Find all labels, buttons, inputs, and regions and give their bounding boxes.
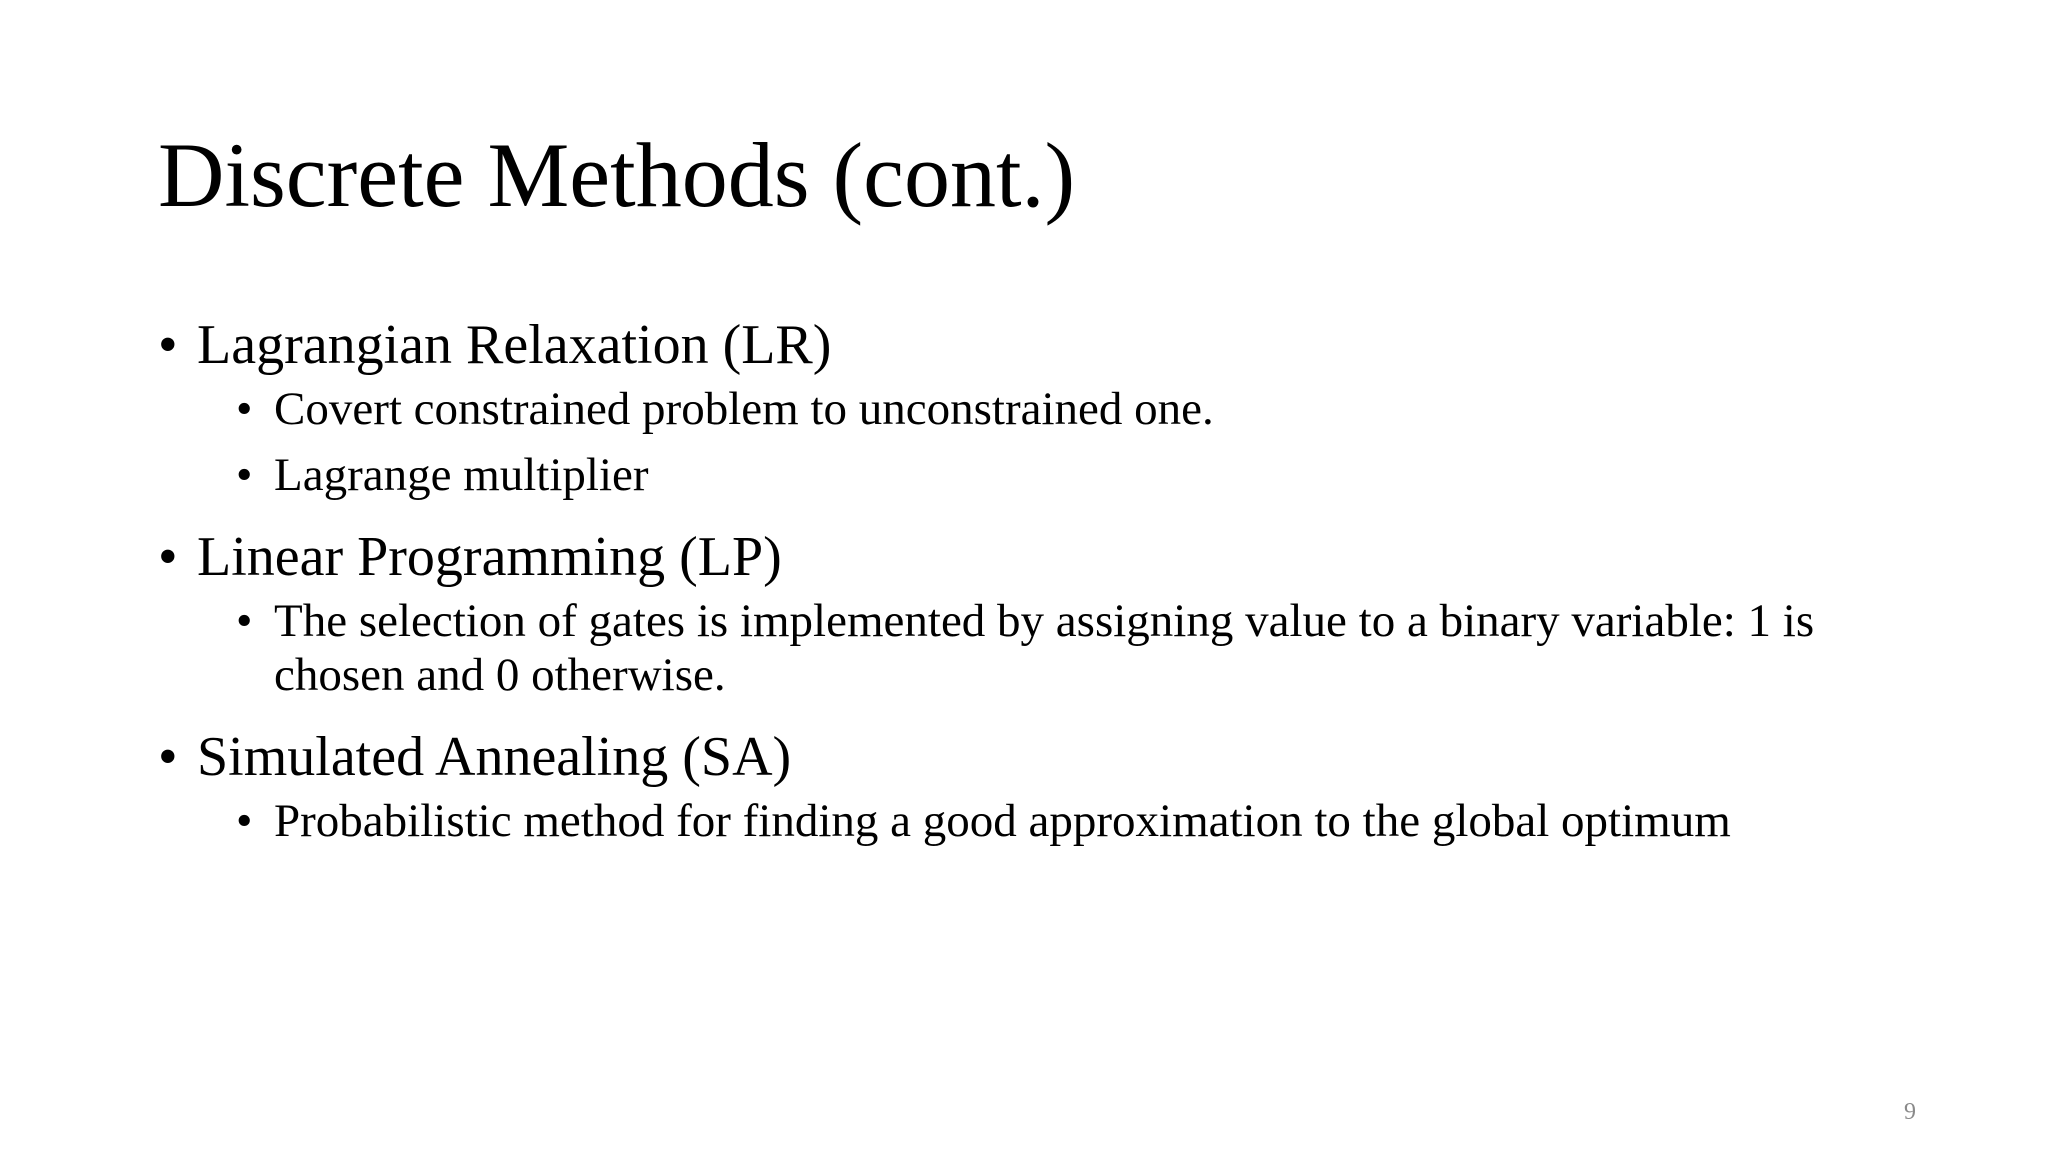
sub-bullet-text: The selection of gates is implemented by assigning value to a binary variable: 1 is chosen and 0 otherwise. (274, 595, 1815, 701)
bullet-dot: • (236, 383, 253, 435)
bullet-dot: • (236, 595, 253, 647)
sub-bullet-text: Lagrange multiplier (274, 449, 649, 501)
sub-bullet-probabilistic-method (236, 794, 1918, 848)
sub-bullet-text: Probabilistic method for finding a good approximation to the global optimum (274, 795, 1731, 847)
slide-title: Discrete Methods (cont.) (158, 124, 1076, 226)
bullet-list (158, 310, 1918, 868)
bullet-heading: Simulated Annealing (SA) (197, 726, 792, 788)
bullet-dot: • (236, 449, 253, 501)
bullet-simulated-annealing (158, 722, 1918, 792)
sub-bullet-list (158, 792, 1918, 868)
bullet-lagrangian-relaxation (158, 310, 1918, 380)
bullet-dot: • (236, 795, 253, 847)
page-number: 9 (1904, 1099, 1916, 1125)
bullet-heading: Linear Programming (LP) (197, 526, 782, 588)
bullet-heading: Lagrangian Relaxation (LR) (197, 314, 832, 376)
sub-bullet-gate-selection (236, 594, 1914, 702)
sub-bullet-list (158, 380, 1918, 522)
sub-bullet-text: Covert constrained problem to unconstrained one. (274, 383, 1214, 435)
bullet-dot: • (158, 314, 178, 376)
bullet-dot: • (158, 526, 178, 588)
bullet-linear-programming (158, 522, 1918, 592)
sub-bullet-covert-constrained (236, 382, 1918, 436)
sub-bullet-list (158, 592, 1918, 722)
bullet-dot: • (158, 726, 178, 788)
sub-bullet-lagrange-multiplier (236, 448, 1918, 502)
